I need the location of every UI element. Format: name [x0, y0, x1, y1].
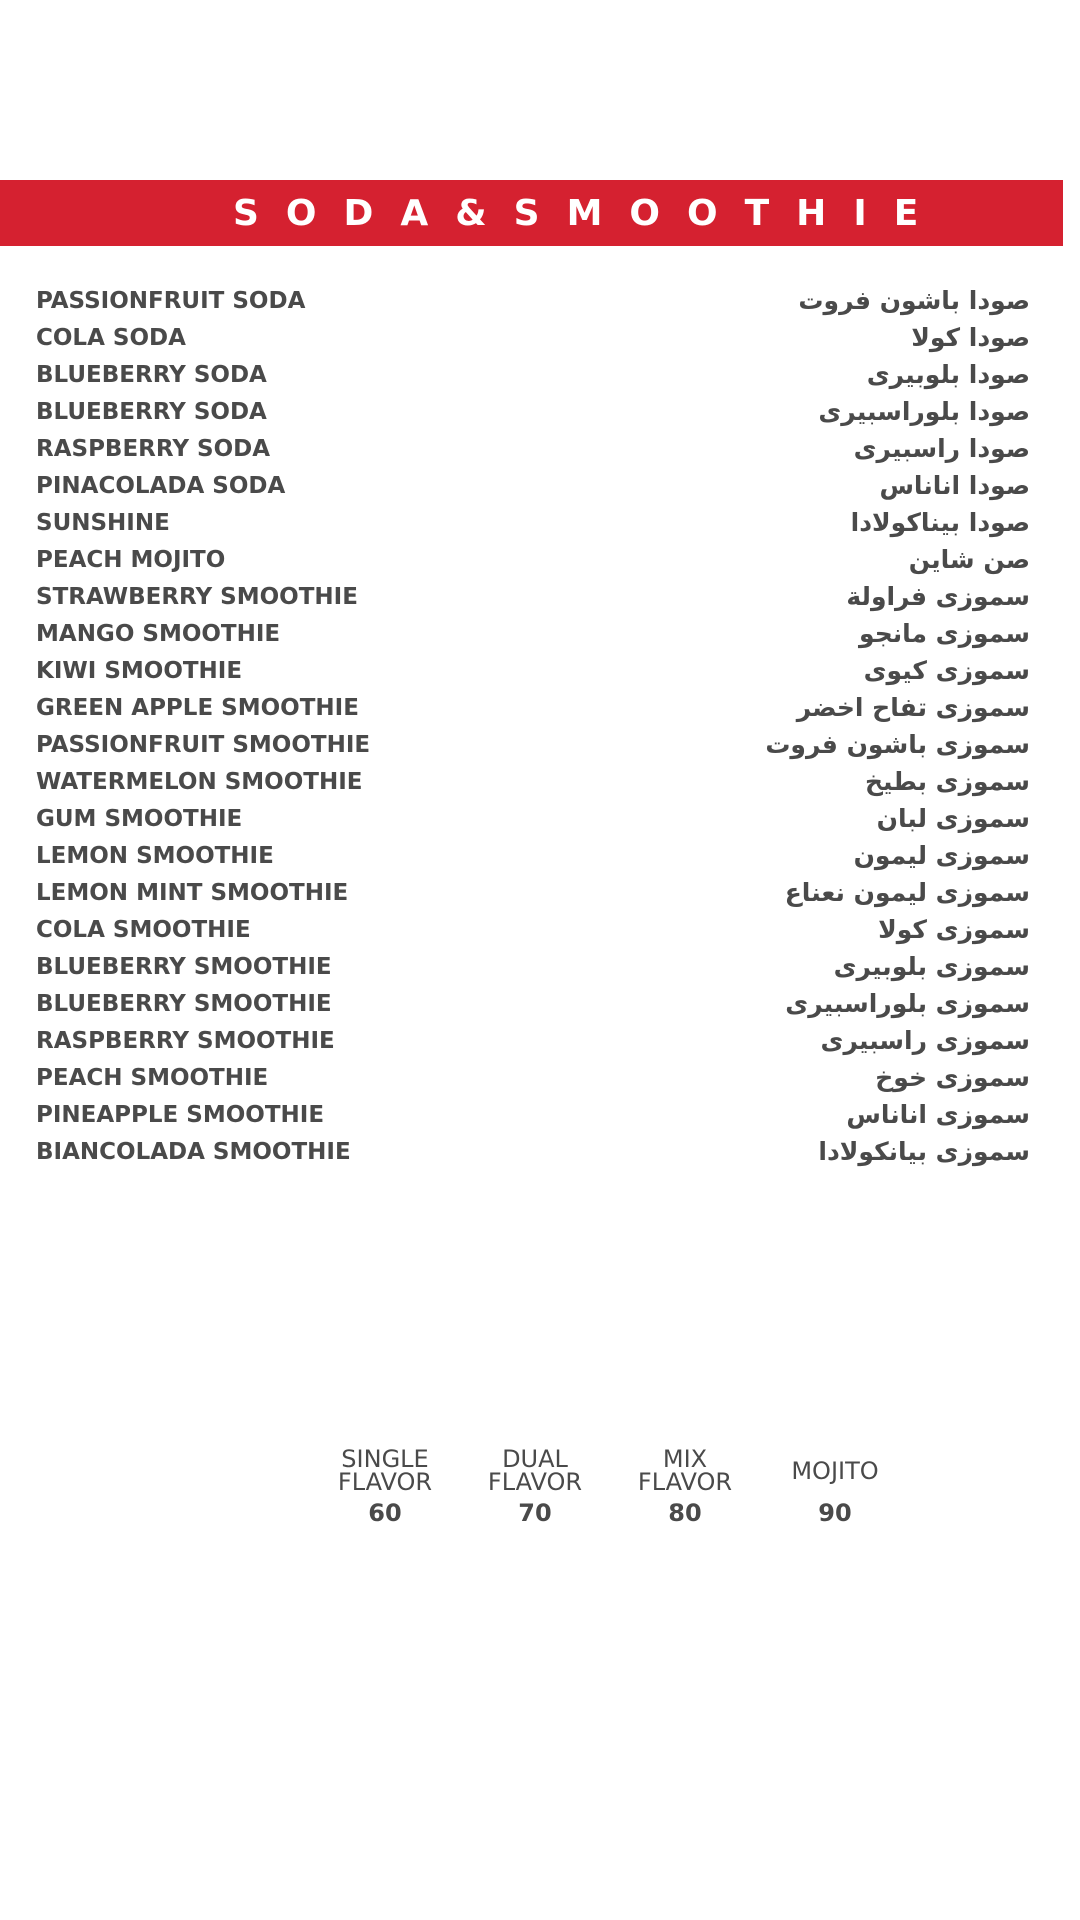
price-value: 80 — [668, 1499, 702, 1527]
item-name-ar: سموزى كولا — [878, 915, 1030, 944]
menu-item — [36, 652, 1030, 689]
item-name-en: MANGO SMOOTHIE — [36, 620, 281, 647]
menu-item — [36, 689, 1030, 726]
item-name-ar: صودا كولا — [911, 323, 1030, 352]
item-name-ar: سموزى فراولة — [846, 582, 1030, 611]
menu-item — [36, 763, 1030, 800]
item-name-en: BLUEBERRY SODA — [36, 361, 267, 388]
menu-item — [36, 800, 1030, 837]
price-value: 60 — [368, 1499, 402, 1527]
item-name-en: RASPBERRY SMOOTHIE — [36, 1027, 335, 1054]
item-name-en: WATERMELON SMOOTHIE — [36, 768, 363, 795]
menu-item — [36, 319, 1030, 356]
item-name-en: KIWI SMOOTHIE — [36, 657, 243, 684]
menu-item — [36, 985, 1030, 1022]
price-label — [480, 1447, 590, 1495]
item-name-en: BLUEBERRY SMOOTHIE — [36, 990, 332, 1017]
menu-item — [36, 578, 1030, 615]
item-name-ar: صودا بلوراسبيرى — [818, 397, 1030, 426]
menu-item — [36, 615, 1030, 652]
item-name-ar: سموزى بطيخ — [865, 767, 1030, 796]
section-title: SODA&SMOOTHIE — [233, 192, 946, 234]
menu-item — [36, 541, 1030, 578]
item-name-en: GUM SMOOTHIE — [36, 805, 243, 832]
item-name-en: SUNSHINE — [36, 509, 170, 536]
item-name-en: COLA SMOOTHIE — [36, 916, 251, 943]
menu-item — [36, 1022, 1030, 1059]
price-single-flavor — [330, 1447, 440, 1527]
item-name-ar: سموزى ليمون — [853, 841, 1030, 870]
item-name-ar: صودا بيناكولادا — [850, 508, 1030, 537]
item-name-ar: صن شاين — [908, 545, 1030, 574]
item-name-ar: سموزى مانجو — [859, 619, 1030, 648]
price-label-line2: FLAVOR — [637, 1468, 733, 1496]
menu-item — [36, 837, 1030, 874]
price-label-line1: MIX — [662, 1445, 708, 1473]
item-name-en: BLUEBERRY SMOOTHIE — [36, 953, 332, 980]
item-name-ar: صودا بلوبيرى — [866, 360, 1030, 389]
price-dual-flavor — [480, 1447, 590, 1527]
price-label — [780, 1447, 890, 1495]
menu-item — [36, 282, 1030, 319]
item-name-ar: صودا راسبيرى — [853, 434, 1030, 463]
item-name-en: STRAWBERRY SMOOTHIE — [36, 583, 358, 610]
menu-item — [36, 1096, 1030, 1133]
price-table — [330, 1447, 930, 1537]
menu-item — [36, 874, 1030, 911]
menu-item — [36, 1133, 1030, 1170]
item-name-ar: سموزى بيانكولادا — [818, 1137, 1030, 1166]
price-label-line2: FLAVOR — [487, 1468, 583, 1496]
item-name-en: PASSIONFRUIT SODA — [36, 287, 306, 314]
price-label-line2: FLAVOR — [337, 1468, 433, 1496]
menu-item — [36, 948, 1030, 985]
item-name-en: RASPBERRY SODA — [36, 435, 271, 462]
price-label — [330, 1447, 440, 1495]
price-mix-flavor — [630, 1447, 740, 1527]
section-banner — [0, 180, 1063, 246]
item-name-en: BLUEBERRY SODA — [36, 398, 267, 425]
item-name-en: PINACOLADA SODA — [36, 472, 286, 499]
item-name-en: BIANCOLADA SMOOTHIE — [36, 1138, 351, 1165]
menu-item — [36, 911, 1030, 948]
price-label — [630, 1447, 740, 1495]
item-name-en: PASSIONFRUIT SMOOTHIE — [36, 731, 371, 758]
item-name-ar: سموزى راسبيرى — [820, 1026, 1030, 1055]
item-name-ar: صودا اناناس — [879, 471, 1030, 500]
item-name-ar: سموزى بلوراسبيرى — [785, 989, 1030, 1018]
item-name-ar: سموزى لبان — [876, 804, 1030, 833]
price-label-line1: DUAL — [502, 1445, 568, 1473]
menu-item — [36, 393, 1030, 430]
item-name-ar: سموزى خوخ — [875, 1063, 1030, 1092]
price-label-line1: MOJITO — [791, 1456, 879, 1485]
item-name-ar: سموزى ليمون نعناع — [784, 878, 1030, 907]
item-name-en: GREEN APPLE SMOOTHIE — [36, 694, 359, 721]
item-name-ar: سموزى اناناس — [846, 1100, 1030, 1129]
item-name-en: LEMON MINT SMOOTHIE — [36, 879, 349, 906]
item-name-ar: سموزى كيوى — [863, 656, 1030, 685]
price-value: 70 — [518, 1499, 552, 1527]
menu-item — [36, 1059, 1030, 1096]
price-mojito — [780, 1447, 890, 1527]
item-name-ar: سموزى باشون فروت — [765, 730, 1030, 759]
item-name-ar: سموزى تفاح اخضر — [796, 693, 1030, 722]
price-label-line1: SINGLE — [341, 1445, 429, 1473]
item-name-ar: سموزى بلوبيرى — [833, 952, 1030, 981]
item-name-en: LEMON SMOOTHIE — [36, 842, 274, 869]
menu-item — [36, 356, 1030, 393]
price-value: 90 — [818, 1499, 852, 1527]
item-name-en: PINEAPPLE SMOOTHIE — [36, 1101, 325, 1128]
menu-item — [36, 430, 1030, 467]
item-name-en: COLA SODA — [36, 324, 186, 351]
menu-item — [36, 467, 1030, 504]
menu-item — [36, 726, 1030, 763]
menu-item — [36, 504, 1030, 541]
menu-list — [36, 282, 1030, 1170]
item-name-ar: صودا باشون فروت — [798, 286, 1030, 315]
item-name-en: PEACH SMOOTHIE — [36, 1064, 269, 1091]
item-name-en: PEACH MOJITO — [36, 546, 226, 573]
